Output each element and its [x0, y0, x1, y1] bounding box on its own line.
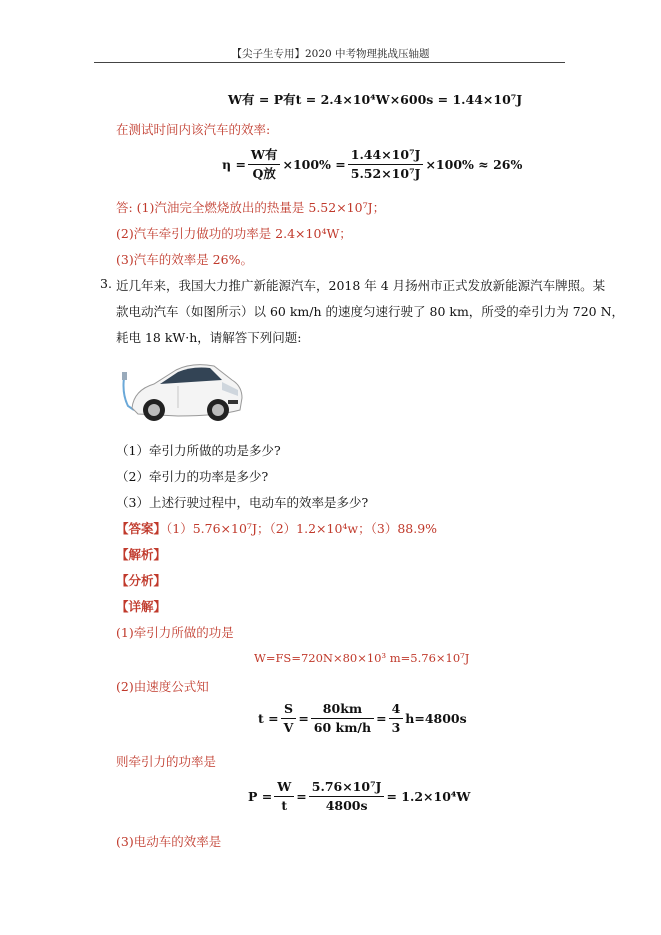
answer-text: （1）5.76×10⁷J；（2）1.2×10⁴w；（3）88.9%	[166, 521, 438, 536]
fraction-denominator: V	[283, 720, 294, 735]
answer-label: 【答案】	[116, 521, 167, 536]
equals-sign: =	[296, 789, 307, 804]
equation-tail: ×100% ≈ 26%	[425, 157, 523, 172]
answer-line	[116, 519, 437, 537]
efficiency-intro: 在测试时间内该汽车的效率:	[116, 122, 271, 137]
fraction-denominator: 4800s	[325, 798, 368, 813]
equation-tail: = 1.2×10⁴W	[386, 789, 471, 804]
equals-sign: =	[376, 711, 387, 726]
page-header: 【尖子生专用】2020 中考物理挑战压轴题	[231, 48, 430, 60]
fraction-w-over-t	[274, 778, 294, 815]
efficiency-equation	[222, 146, 522, 183]
question-line-1: 近几年来，我国大力推广新能源汽车，2018 年 4 月扬州市正式发放新能源汽车牌照。某	[116, 278, 606, 293]
fraction-s-over-v	[281, 700, 297, 737]
step-1-formula: W=FS=720N×80×10³ m=5.76×10⁷J	[254, 651, 470, 665]
sub-question-1: （1）牵引力所做的功是多少?	[116, 443, 281, 458]
fraction-work-time	[309, 778, 385, 815]
eta-symbol: η =	[222, 157, 246, 172]
power-equation	[248, 778, 470, 815]
sub-question-3: （3）上述行驶过程中，电动车的效率是多少?	[116, 495, 369, 510]
fraction-distance-speed	[311, 700, 374, 737]
question-line-3: 耗电 18 kW·h，请解答下列问题:	[116, 330, 302, 345]
fraction-four-thirds	[389, 700, 404, 737]
step-2b-title: 则牵引力的功率是	[116, 754, 217, 769]
fraction-denominator: 5.52×10⁷J	[350, 166, 421, 181]
equation-tail: h=4800s	[405, 711, 467, 726]
fraction-numerator: 1.44×10⁷J	[348, 146, 424, 165]
step-3-title: (3)电动车的效率是	[116, 834, 222, 849]
equation-middle: ×100% =	[282, 157, 346, 172]
fraction-numerator: W	[274, 778, 294, 797]
prev-answer-line-1: 答: (1)汽油完全燃烧放出的热量是 5.52×10⁷J；	[116, 200, 386, 215]
fenxi-label: 【分析】	[116, 573, 167, 588]
fraction-numerator: 4	[389, 700, 404, 719]
equals-sign: =	[298, 711, 309, 726]
analysis-label: 【解析】	[116, 547, 167, 562]
fraction-denominator: 60 km/h	[313, 720, 372, 735]
fraction-denominator: t	[281, 798, 288, 813]
t-symbol: t =	[258, 711, 279, 726]
question-number: 3.	[100, 276, 112, 291]
prev-answer-line-2: (2)汽车牵引力做功的功率是 2.4×10⁴W；	[116, 226, 352, 241]
fraction-w-over-q	[248, 146, 281, 183]
fraction-denominator: Q放	[252, 166, 276, 181]
fraction-numerator: 80km	[311, 700, 374, 719]
question-line-2: 款电动汽车（如图所示）以 60 km/h 的速度匀速行驶了 80 km，所受的牵引力为 720 N，	[116, 304, 625, 319]
time-equation	[258, 700, 467, 737]
electric-car-image	[118, 350, 246, 434]
header-rule	[94, 62, 565, 63]
fraction-numerator: S	[281, 700, 297, 719]
fraction-numerator: W有	[248, 146, 281, 165]
work-equation: W有 = P有t = 2.4×10⁴W×600s = 1.44×10⁷J	[228, 92, 523, 107]
p-symbol: P =	[248, 789, 273, 804]
fraction-values	[348, 146, 424, 183]
step-2-title: (2)由速度公式知	[116, 679, 209, 694]
fraction-denominator: 3	[391, 720, 401, 735]
step-1-title: (1)牵引力所做的功是	[116, 625, 234, 640]
detail-label: 【详解】	[116, 599, 167, 614]
fraction-numerator: 5.76×10⁷J	[309, 778, 385, 797]
prev-answer-line-3: (3)汽车的效率是 26%。	[116, 252, 253, 267]
sub-question-2: （2）牵引力的功率是多少?	[116, 469, 269, 484]
